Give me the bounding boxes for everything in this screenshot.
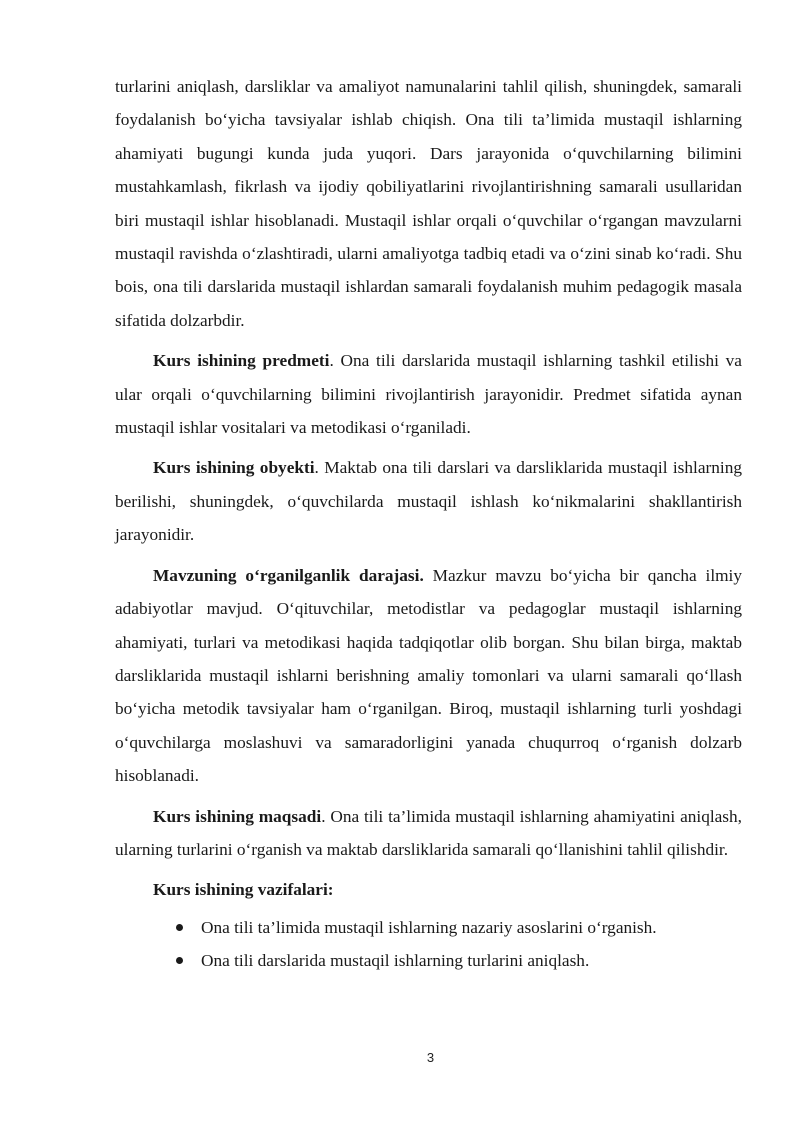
- section-text: . Ona tili ta’limida mustaqil ishlarning ahamiyatini aniqlash, ularning turlarini o‘rganish va maktab darsliklarida samarali qo‘llanishini tahlil qilishdir.: [115, 806, 742, 859]
- list-item: [115, 944, 742, 977]
- section-study-level: [115, 559, 742, 793]
- section-heading: Kurs ishining maqsadi: [153, 806, 322, 826]
- bullet-icon: [176, 957, 183, 964]
- section-text: . Ona tili darslarida mustaqil ishlarning tashkil etilishi va ular orqali o‘quvchilarning bilimini rivojlantirish jarayonidir. Predmet sifatida aynan mustaqil ishlar vositalari va metodikasi o‘rganiladi.: [115, 351, 742, 438]
- section-heading: Kurs ishining obyekti: [153, 458, 315, 478]
- section-goal: [115, 800, 742, 867]
- intro-paragraph: turlarini aniqlash, darsliklar va amaliyot namunalarini tahlil qilish, shuningdek, samarali foydalanish bo‘yicha tavsiyalar ishlab chiqish. Ona tili ta’limida mustaqil ishlarning ahamiyati bugungi kunda juda yuqori. Dars jarayonida o‘quvchilarning bilimini mustahkamlash, fikrlash va ijodiy qobiliyatlarini rivojlantirishning samarali usullaridan biri mustaqil ishlar hisoblanadi. Mustaqil ishlar orqali o‘quvchilar o‘rgangan mavzularni mustaqil ravishda o‘zlashtiradi, ularni amaliyotga tadbiq etadi va o‘zini sinab ko‘radi. Shu bois, ona tili darslarida mustaqil ishlardan samarali foydalanish muhim pedagogik masala sifatida dolzarbdir.: [115, 77, 742, 330]
- section-heading: Mavzuning o‘rganilganlik darajasi.: [153, 565, 424, 585]
- section-heading: Kurs ishining predmeti: [153, 351, 330, 371]
- section-object: [115, 451, 742, 551]
- task-text: Ona tili ta’limida mustaqil ishlarning nazariy asoslarini o‘rganish.: [201, 917, 657, 937]
- section-text: . Maktab ona tili darslari va darsliklarida mustaqil ishlarning berilishi, shuningdek, o‘quvchilarda mustaqil ishlash ko‘nikmalarini shakllantirish jarayonidir.: [115, 458, 742, 545]
- section-subject: [115, 344, 742, 444]
- page-body: [115, 70, 742, 978]
- bullet-icon: [176, 924, 183, 931]
- tasks-list: [115, 911, 742, 978]
- tasks-heading: [115, 873, 742, 906]
- page-number: 3: [426, 1050, 435, 1065]
- task-text: Ona tili darslarida mustaqil ishlarning turlarini aniqlash.: [201, 951, 590, 971]
- section-text: Mazkur mavzu bo‘yicha bir qancha ilmiy adabiyotlar mavjud. O‘qituvchilar, metodistlar va pedagoglar mustaqil ishlarning ahamiyati, turlari va metodikasi haqida tadqiqotlar olib borgan. Shu bilan birga, maktab darsliklarida mustaqil ishlarni berishning amaliy tomonlari va ularni samarali qo‘llash bo‘yicha metodik tavsiyalar ham o‘rganilgan. Biroq, mustaqil ishlarning turli yoshdagi o‘quvchilarga moslashuvi va samaradorligini yanada chuqurroq o‘rganish dolzarb hisoblanadi.: [115, 565, 742, 786]
- tasks-heading-text: Kurs ishining vazifalari:: [153, 880, 334, 900]
- list-item: [115, 911, 742, 944]
